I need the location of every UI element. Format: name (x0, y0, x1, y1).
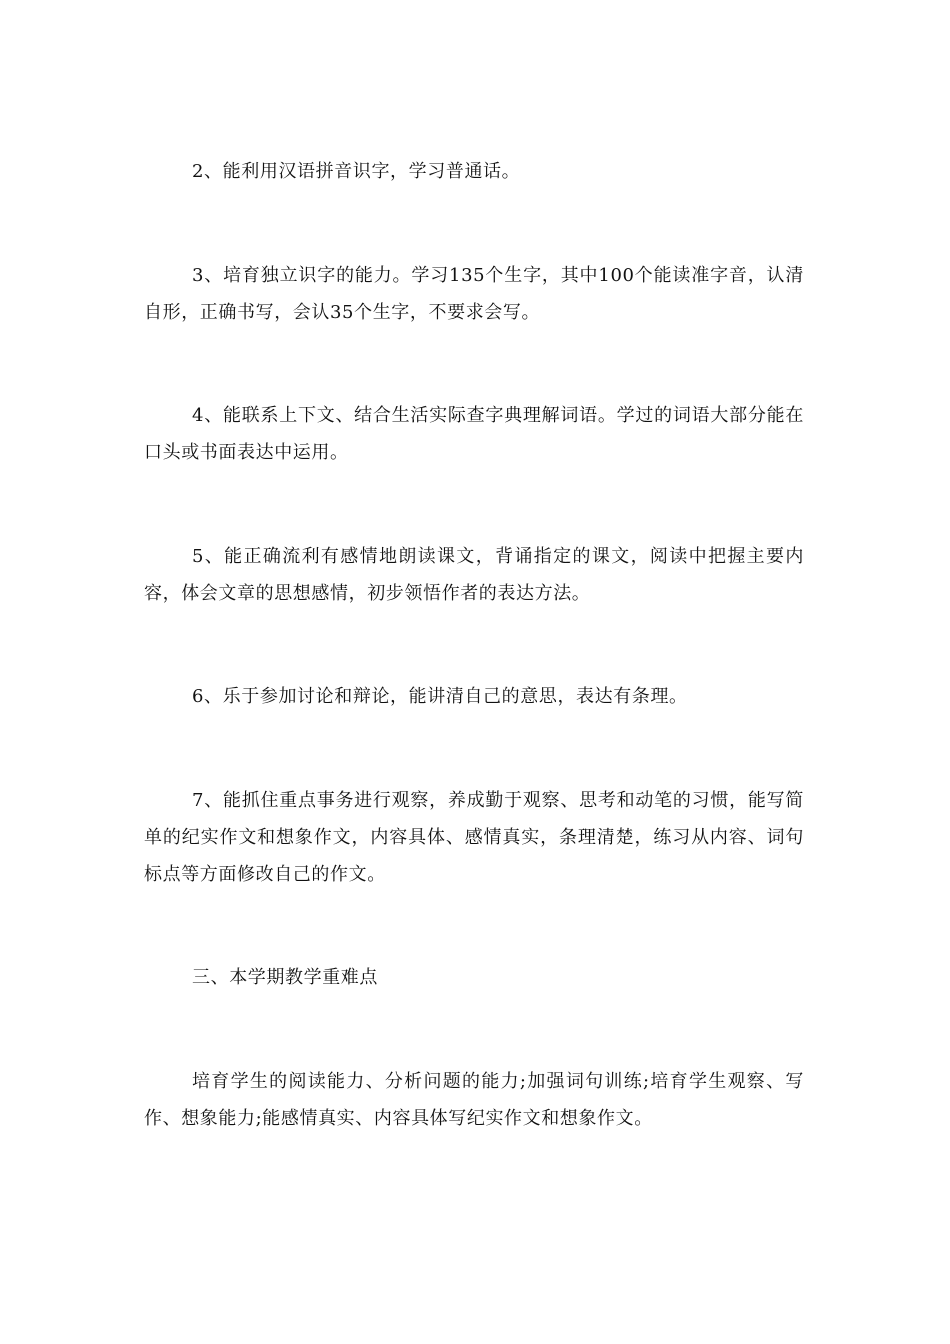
goal-item-2: 2、能利用汉语拼音识字，学习普通话。 (192, 161, 521, 182)
section-heading: 三、本学期教学重难点 (192, 967, 378, 988)
section-body: 培育学生的阅读能力、分析问题的能力;加强词句训练;培育学生观察、写作、想象能力;能感情真实、内容具体写纪实作文和想象作文。 (144, 1071, 804, 1129)
goal-item-5: 5、能正确流利有感情地朗读课文，背诵指定的课文，阅读中把握主要内容，体会文章的思想感情，初步领悟作者的表达方法。 (144, 546, 804, 604)
goal-item-6: 6、乐于参加讨论和辩论，能讲清自己的意思，表达有条理。 (192, 686, 688, 707)
goal-item-4: 4、能联系上下文、结合生活实际查字典理解词语。学过的词语大部分能在口头或书面表达中运用。 (144, 405, 804, 463)
goal-item-7: 7、能抓住重点事务进行观察，养成勤于观察、思考和动笔的习惯，能写简单的纪实作文和想象作文，内容具体、感情真实，条理清楚，练习从内容、词句标点等方面修改自己的作文。 (144, 790, 804, 885)
goal-item-3: 3、培育独立识字的能力。学习135个生字，其中100个能读准字音，认清自形，正确书写，会认35个生字，不要求会写。 (144, 265, 804, 323)
